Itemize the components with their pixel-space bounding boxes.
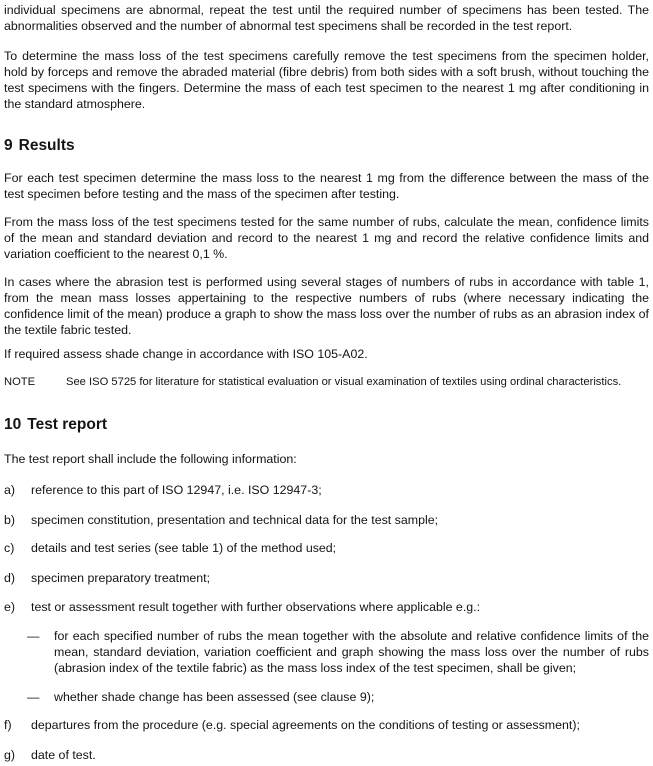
sub-list-text: whether shade change has been assessed (see clause 9); — [54, 690, 375, 704]
list-item-text: specimen constitution, presentation and technical data for the test sample; — [31, 513, 439, 527]
section-10-title: Test report — [27, 416, 108, 433]
sub-list-dash: — — [27, 629, 40, 643]
note — [4, 374, 649, 390]
paragraph-results-1: For each test specimen determine the mass loss to the nearest 1 mg from the difference between the mass of the test specimen before testing and the mass of the specimen after testing. — [4, 171, 649, 201]
paragraph-results-4: If required assess shade change in accordance with ISO 105-A02. — [4, 347, 368, 361]
section-10-number: 10 — [4, 416, 22, 433]
list-item-letter: a) — [4, 483, 16, 497]
list-item-letter: g) — [4, 748, 16, 762]
list-item-text: specimen preparatory treatment; — [31, 571, 211, 585]
list-item-letter: b) — [4, 513, 16, 527]
list-item-letter: f) — [4, 718, 12, 732]
list-item-text: date of test. — [31, 748, 96, 762]
list-item-text: reference to this part of ISO 12947, i.e. ISO 12947-3; — [31, 483, 322, 497]
list-item-letter: d) — [4, 571, 16, 585]
list-item-letter: c) — [4, 541, 15, 555]
list-item-letter: e) — [4, 600, 16, 614]
paragraph-results-3: In cases where the abrasion test is performed using several stages of numbers of rubs in accordance with table 1, from the mean mass losses appertaining to the respective numbers of rubs (where necessary indicating the confidence limit of the mean) produce a graph to show the mass loss over the number of rubs as an abrasion index of the textile fabric tested. — [4, 275, 649, 337]
section-10-heading — [4, 416, 107, 434]
section-9-title: Results — [18, 137, 75, 154]
note-text: See ISO 5725 for literature for statistical evaluation or visual examination of textiles using ordinal characteristics. — [66, 376, 622, 388]
sub-list-text: for each specified number of rubs the mean together with the absolute and relative confidence limits of the mean, standard deviation, variation coefficient and graph showing the mass loss over the number of rubs (abrasion index of the textile fabric) as the mass loss index of the test specimen, shall be given; — [54, 629, 649, 675]
paragraph-mass-determination: To determine the mass loss of the test specimens carefully remove the test specimens from the specimen holder, hold by forceps and remove the abraded material (fibre debris) from both sides with a soft brush, without touching the test specimens with the fingers. Determine the mass of each test specimen to the nearest 1 mg after conditioning in the standard atmosphere. — [4, 49, 649, 111]
section-9-number: 9 — [4, 137, 13, 154]
paragraph-intro: individual specimens are abnormal, repeat the test until the required number of specimens has been tested. The abnormalities observed and the number of abnormal test specimens shall be recorded in the test report. — [4, 3, 649, 33]
sub-list-dash: — — [27, 690, 40, 704]
section-9-heading — [4, 137, 75, 155]
paragraph-report-intro: The test report shall include the following information: — [4, 452, 297, 466]
note-label: NOTE — [4, 376, 36, 388]
list-item-text: details and test series (see table 1) of the method used; — [31, 541, 337, 555]
list-item-text: test or assessment result together with further observations where applicable e.g.: — [31, 600, 481, 614]
list-item-text: departures from the procedure (e.g. special agreements on the conditions of testing or assessment); — [31, 718, 580, 732]
paragraph-results-2: From the mass loss of the test specimens tested for the same number of rubs, calculate the mean, confidence limits of the mean and standard deviation and record to the nearest 1 mg and record the relative confidence limits and variation coefficient to the nearest 0,1 %. — [4, 215, 649, 261]
